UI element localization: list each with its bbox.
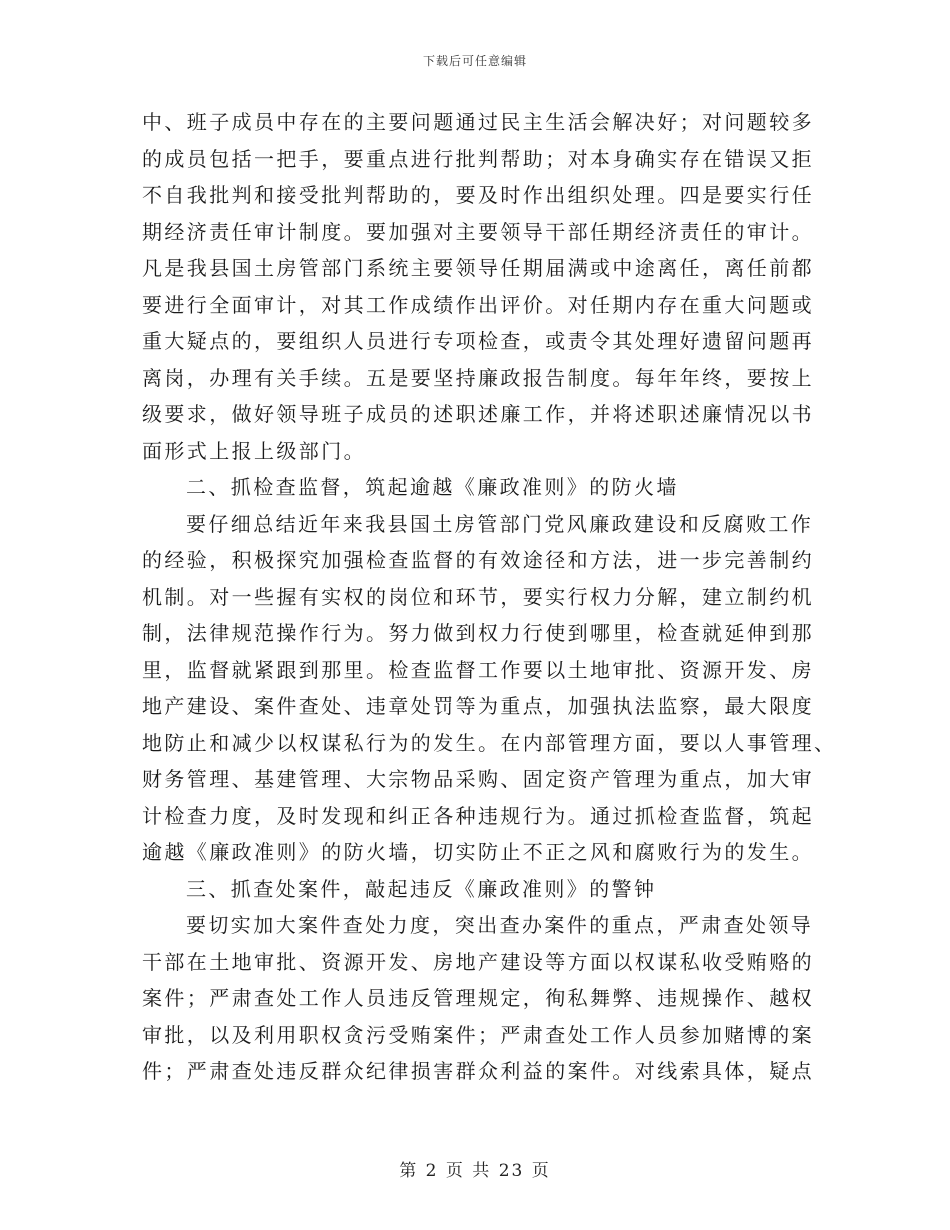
paragraph-line: 不自我批判和接受批判帮助的，要及时作出组织处理。四是要实行任 <box>142 183 814 207</box>
paragraph-line: 机制。对一些握有实权的岗位和环节，要实行权力分解，建立制约机 <box>142 584 814 609</box>
paragraph-line: 的经验，积极探究加强检查监督的有效途径和方法，进一步完善制约 <box>142 548 814 572</box>
paragraph-line: 制，法律规范操作行为。努力做到权力行使到哪里，检查就延伸到那 <box>142 621 814 645</box>
paragraph-line: 地防止和减少以权谋私行为的发生。在内部管理方面，要以人事管理、 <box>142 730 837 755</box>
paragraph-line: 计检查力度，及时发现和纠正各种违规行为。通过抓检查监督，筑起 <box>142 803 814 828</box>
paragraph-line-indented: 二、抓检查监督，筑起逾越《廉政准则》的防火墙 <box>186 475 679 499</box>
document-body <box>142 104 837 1090</box>
paragraph-line: 中、班子成员中存在的主要问题通过民主生活会解决好；对问题较多 <box>142 110 814 134</box>
paragraph-line: 重大疑点的，要组织人员进行专项检查，或责令其处理好遗留问题再 <box>142 329 814 353</box>
paragraph-line: 案件；严肃查处工作人员违反管理规定，徇私舞弊、违规操作、越权 <box>142 986 814 1010</box>
paragraph-line: 逾越《廉政准则》的防火墙，切实防止不正之风和腐败行为的发生。 <box>142 840 814 864</box>
paragraph-line: 里，监督就紧跟到那里。检查监督工作要以土地审批、资源开发、房 <box>142 657 814 682</box>
paragraph-line: 离岗，办理有关手续。五是要坚持廉政报告制度。每年年终，要按上 <box>142 365 814 390</box>
paragraph-line: 审批，以及利用职权贪污受贿案件；严肃查处工作人员参加赌博的案 <box>142 1022 814 1047</box>
paragraph-line: 期经济责任审计制度。要加强对主要领导干部任期经济责任的审计。 <box>142 219 814 244</box>
paragraph-line: 地产建设、案件查处、违章处罚等为重点，加强执法监察，最大限度 <box>142 694 814 718</box>
paragraph-line-indented: 要仔细总结近年来我县国土房管部门党风廉政建设和反腐败工作 <box>186 511 814 536</box>
paragraph-line: 级要求，做好领导班子成员的述职述廉工作，并将述职述廉情况以书 <box>142 402 814 426</box>
paragraph-line: 面形式上报上级部门。 <box>142 438 366 463</box>
paragraph-line-indented: 三、抓查处案件，敲起违反《廉政准则》的警钟 <box>186 876 657 901</box>
paragraph-line: 要进行全面审计，对其工作成绩作出评价。对任期内存在重大问题或 <box>142 292 814 317</box>
page-header: 下载后可任意编辑 <box>422 54 527 68</box>
paragraph-line: 凡是我县国土房管部门系统主要领导任期届满或中途离任，离任前都 <box>142 256 814 280</box>
paragraph-line-indented: 要切实加大案件查处力度，突出查办案件的重点，严肃查处领导 <box>186 913 814 937</box>
paragraph-line: 件；严肃查处违反群众纪律损害群众利益的案件。对线索具体，疑点 <box>142 1059 814 1083</box>
paragraph-line: 财务管理、基建管理、大宗物品采购、固定资产管理为重点，加大审 <box>142 767 814 791</box>
page-number-footer: 第 2 页 共 23 页 <box>399 1161 551 1181</box>
paragraph-line: 干部在土地审批、资源开发、房地产建设等方面以权谋私收受贿赂的 <box>142 949 814 974</box>
paragraph-line: 的成员包括一把手，要重点进行批判帮助；对本身确实存在错误又拒 <box>142 146 814 171</box>
